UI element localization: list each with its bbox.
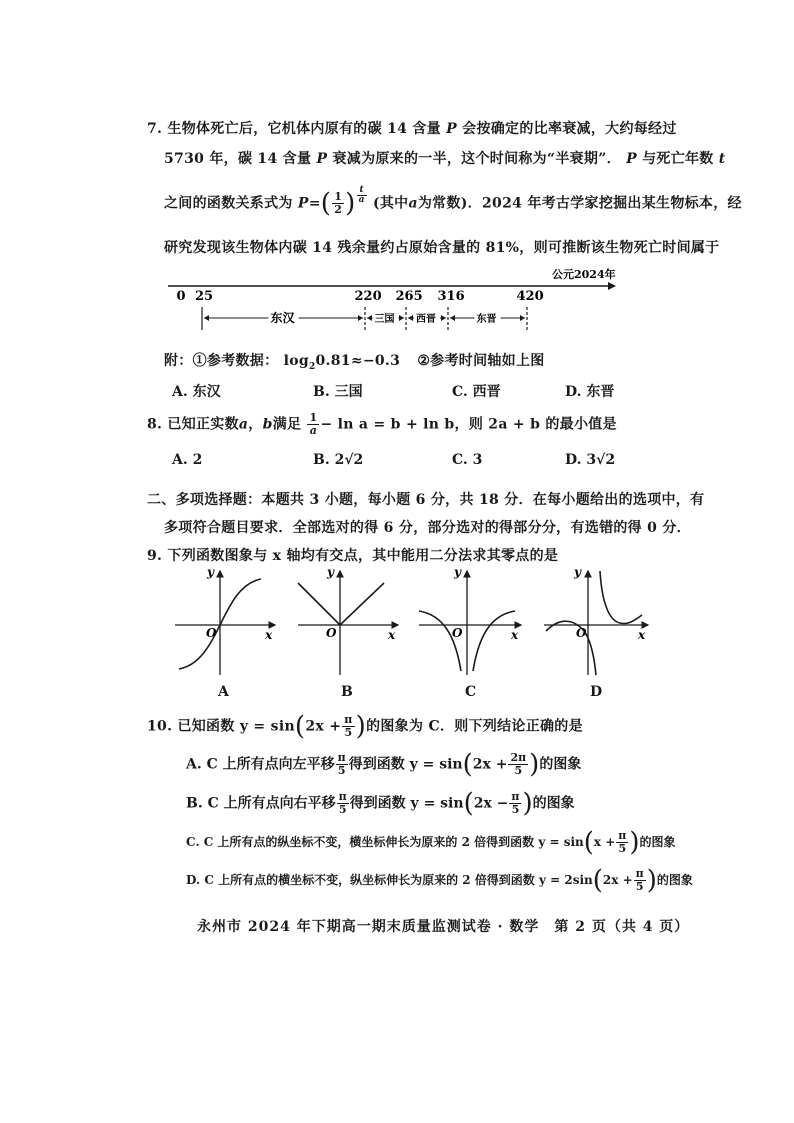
q7-text: (其中 <box>372 195 409 212</box>
fraction-1-over-a <box>307 412 319 437</box>
q7-line1 <box>147 118 677 138</box>
q8-option-d <box>565 452 615 468</box>
q7-text: 衰减为原来的一半，这个时间称为“半衰期”． <box>332 151 621 167</box>
var-p: P <box>446 121 457 137</box>
q8-line <box>147 412 617 437</box>
q9-graphs <box>165 565 655 680</box>
q7-text-rest: 会按确定的比率衰减，大约每经过 <box>462 121 677 137</box>
curve-b <box>298 583 384 625</box>
paren-right: ) <box>522 788 533 819</box>
origin-label: O <box>326 626 337 640</box>
q8-option-a <box>172 452 202 468</box>
var-p: P <box>626 151 637 167</box>
paren-right: ) <box>646 865 657 896</box>
question-number: 9. <box>147 548 163 564</box>
frac-num: π <box>511 790 520 803</box>
section-2-line1: 二、多项选择题：本题共 3 小题，每小题 6 分，共 18 分．在每小题给出的选项中，有 <box>147 492 705 508</box>
q9-line <box>147 545 558 565</box>
q7-note <box>164 350 545 372</box>
option-label: A. <box>172 452 193 468</box>
frac-den: 2 <box>334 203 343 217</box>
frac-den: a <box>309 424 318 437</box>
frac-den: 5 <box>514 764 523 777</box>
y-label: y <box>454 565 461 579</box>
option-label: C. <box>452 452 473 468</box>
period-label-4: 东晋 <box>476 314 497 325</box>
timeline-tick-0: 0 <box>176 289 186 304</box>
q7-line2 <box>164 148 726 168</box>
period-label-1: 东汉 <box>270 311 295 325</box>
q7-text: 与死亡年数 <box>642 151 714 167</box>
timeline-tick-420: 420 <box>516 289 544 304</box>
option-text: 得到函数 y = sin <box>349 795 464 812</box>
q10-option-a <box>186 749 582 780</box>
option-label: C. <box>186 835 204 849</box>
frac-den: 5 <box>618 842 627 855</box>
origin-label: O <box>452 626 463 640</box>
option-text: 西晋 <box>472 384 501 400</box>
option-text: 东汉 <box>192 384 221 400</box>
paren-left: ( <box>463 788 474 819</box>
frac-num: 1 <box>309 411 318 424</box>
q7-option-a <box>172 381 221 401</box>
curve-c-right <box>473 611 515 671</box>
note-text: 附：①参考数据： <box>164 353 279 369</box>
option-arg: 2x + <box>472 756 508 773</box>
q10-option-d <box>186 865 693 896</box>
option-text: 的图象 <box>639 835 676 849</box>
q8-equation: − ln a = b + ln b <box>320 416 455 433</box>
exp-num: t <box>357 186 367 196</box>
option-label: B. <box>186 795 208 812</box>
graph-label-a: A <box>218 684 229 700</box>
y-label: y <box>207 565 214 579</box>
arg-fraction <box>616 830 628 855</box>
y-label: y <box>327 565 334 579</box>
formula-p: P= <box>297 195 321 212</box>
frac-num: π <box>635 867 644 880</box>
question-number: 7. <box>147 121 163 137</box>
option-text: 的图象 <box>539 756 582 773</box>
log-text: log <box>283 353 309 369</box>
exponent <box>357 186 367 205</box>
q7-text: 之间的函数关系式为 <box>164 195 293 212</box>
frac-num: π <box>338 790 347 803</box>
fraction-pi-5 <box>342 714 354 739</box>
exp-den: a <box>358 195 365 205</box>
option-label: A. <box>186 756 207 773</box>
q7-option-c <box>452 381 501 401</box>
paren-right: ) <box>629 827 640 858</box>
option-text: 三国 <box>334 384 363 400</box>
q10-text: 的图象为 C．则下列结论正确的是 <box>366 718 583 735</box>
q8-text: ，则 2a + b 的最小值是 <box>454 416 617 433</box>
question-number: 10. <box>147 718 173 735</box>
graph-b <box>298 565 398 675</box>
q10-text: 已知函数 y = sin <box>177 718 295 735</box>
q10-line <box>147 711 583 742</box>
option-text: 的图象 <box>656 873 693 887</box>
graph-c <box>419 565 521 675</box>
q7-option-d <box>565 381 614 401</box>
question-number: 8. <box>147 416 163 433</box>
curve-d-right <box>600 571 642 624</box>
reference-timeline <box>160 262 620 334</box>
timeline-tick-316: 316 <box>437 289 465 304</box>
frac-den: 5 <box>338 803 347 816</box>
graph-label-d: D <box>590 684 603 700</box>
option-arg: 2x − <box>473 795 509 812</box>
note2-text: ②参考时间轴如上图 <box>417 353 545 369</box>
section-2-text: 多项符合题目要求．全部选对的得 6 分，部分选对的得部分分，有选错的得 0 分． <box>164 520 691 536</box>
log-value: 0.81≈−0.3 <box>315 353 401 369</box>
option-arg: 2x + <box>602 873 633 887</box>
arg-fraction <box>634 868 646 893</box>
q9-text: 下列函数图象与 x 轴均有交点，其中能用二分法求其零点的是 <box>167 548 559 564</box>
graph-d <box>544 565 648 675</box>
x-label: x <box>265 628 273 642</box>
option-label: D. <box>186 873 205 887</box>
option-text: 的图象 <box>532 795 575 812</box>
option-text: C 上所有点向左平移 <box>206 756 335 773</box>
option-text: 东晋 <box>586 384 615 400</box>
frac-num: π <box>618 829 627 842</box>
graph-label-c: C <box>465 684 477 700</box>
q7-option-b <box>313 381 363 401</box>
q7-text: 研究发现该生物体内碳 14 残余量约占原始含量的 81%，则可推断该生物死亡时间属于 <box>164 240 720 256</box>
paren-left: ( <box>320 188 332 219</box>
curve-c-left <box>419 611 461 671</box>
option-arg: x + <box>593 835 616 849</box>
frac-num: 2π <box>510 751 527 764</box>
fraction-half <box>332 191 344 216</box>
option-text: C 上所有点向右平移 <box>207 795 336 812</box>
graph-a <box>175 565 275 675</box>
option-text: C 上所有点的横坐标不变，纵坐标伸长为原来的 2 倍得到函数 y = 2sin <box>204 873 593 887</box>
x-label: x <box>388 628 396 642</box>
var-p: P <box>316 151 328 167</box>
q7-text: 5730 年，碳 14 含量 <box>164 151 312 167</box>
origin-label: O <box>206 626 217 640</box>
shift-fraction <box>337 791 349 816</box>
timeline-tick-220: 220 <box>354 289 382 304</box>
frac-num: π <box>337 751 346 764</box>
log-base: 2 <box>308 361 316 372</box>
q10-option-b <box>186 788 575 819</box>
arg-fraction <box>508 752 528 777</box>
option-text: 3√2 <box>586 452 616 468</box>
paren-right: ) <box>529 749 540 780</box>
option-text: 3 <box>472 452 483 468</box>
option-label: C. <box>452 384 473 400</box>
paren-left: ( <box>583 827 594 858</box>
var-a: a <box>238 416 249 433</box>
timeline-tick-25: 25 <box>195 289 214 304</box>
paren-left: ( <box>462 749 473 780</box>
q8-option-c <box>452 452 482 468</box>
q8-comma: ， <box>248 416 263 433</box>
origin-label: O <box>576 626 587 640</box>
page-footer: 永州市 2024 年下期高一期末质量监测试卷 · 数学 第 2 页（共 4 页） <box>197 919 690 935</box>
y-label: y <box>574 565 581 579</box>
x-label: x <box>511 628 519 642</box>
option-text: 2√2 <box>334 452 364 468</box>
q8-text: 满足 <box>272 416 302 433</box>
var-t: t <box>718 151 726 167</box>
option-label: D. <box>565 384 587 400</box>
paren-right: ) <box>345 188 356 219</box>
q7-line3 <box>164 185 742 219</box>
period-label-2: 三国 <box>374 314 395 325</box>
q7-line4 <box>164 237 720 257</box>
option-label: B. <box>313 384 335 400</box>
arg-fraction <box>509 791 521 816</box>
option-text: 得到函数 y = sin <box>348 756 463 773</box>
graph-label-b: B <box>341 684 353 700</box>
option-text: 2 <box>192 452 203 468</box>
var-a: a <box>408 195 418 212</box>
q7-text: 生物体死亡后，它机体内原有的碳 14 含量 <box>167 121 441 137</box>
frac-den: 5 <box>511 803 520 816</box>
option-label: A. <box>172 384 193 400</box>
timeline-tick-265: 265 <box>395 289 423 304</box>
section-2-heading <box>147 489 704 509</box>
q8-text: 已知正实数 <box>167 416 239 433</box>
var-b: b <box>262 416 273 433</box>
paren-right: ) <box>355 711 367 742</box>
frac-den: 5 <box>337 764 346 777</box>
section-2-line2 <box>164 517 691 537</box>
shift-fraction <box>336 752 348 777</box>
timeline-arrow <box>608 282 616 290</box>
q8-option-b <box>313 452 363 468</box>
option-label: B. <box>313 452 335 468</box>
frac-num: 1 <box>334 190 343 204</box>
frac-num: π <box>344 713 353 726</box>
option-text: C 上所有点的纵坐标不变，横坐标伸长为原来的 2 倍得到函数 y = sin <box>203 835 584 849</box>
period-label-3: 西晋 <box>416 314 436 325</box>
q7-text: 为常数)．2024 年考古学家挖掘出某生物标本，经 <box>417 195 742 212</box>
frac-den: 5 <box>344 726 353 739</box>
q10-option-c <box>186 827 676 858</box>
paren-left: ( <box>294 711 306 742</box>
timeline-end-label: 公元2024年 <box>552 268 616 281</box>
x-label: x <box>638 628 646 642</box>
option-label: D. <box>565 452 587 468</box>
paren-left: ( <box>592 865 603 896</box>
q10-arg: 2x + <box>305 718 342 735</box>
frac-den: 5 <box>635 880 644 893</box>
